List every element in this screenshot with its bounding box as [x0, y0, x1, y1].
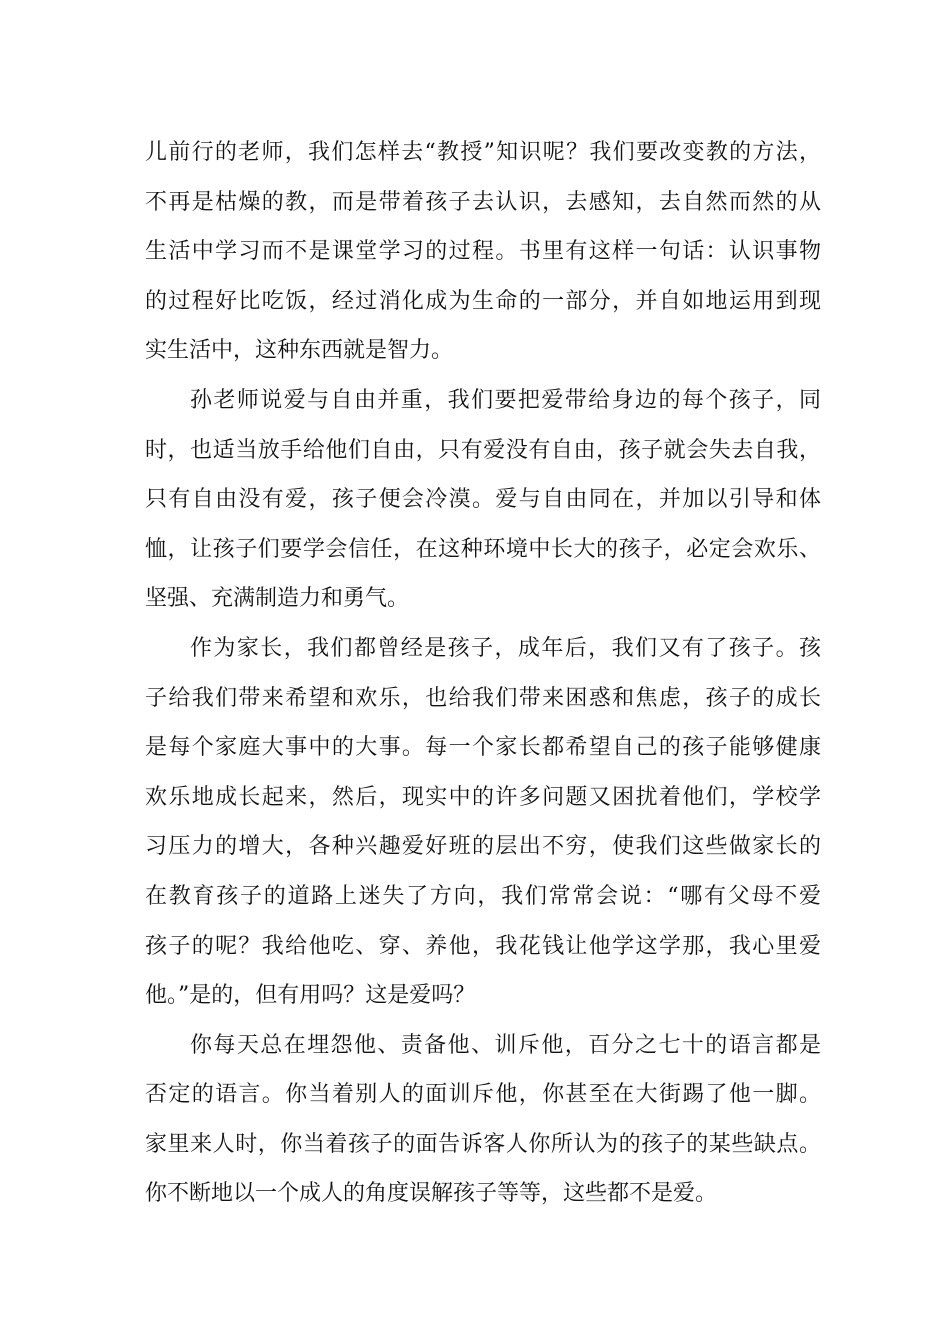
text-line: 不再是枯燥的教，而是带着孩子去认识，去感知，去自然而然的从 — [145, 189, 821, 215]
text-line: 儿前行的老师，我们怎样去“教授”知识呢？我们要改变教的方法， — [145, 140, 821, 165]
text-line: 实生活中，这种东西就是智力。 — [145, 338, 454, 364]
text-line: 是每个家庭大事中的大事。每一个家长都希望自己的孩子能够健康 — [145, 735, 821, 761]
text-line: 你不断地以一个成人的角度误解孩子等等，这些都不是爱。 — [145, 1181, 718, 1207]
paragraph-first-line: 作为家长，我们都曾经是孩子，成年后，我们又有了孩子。孩 — [190, 635, 821, 661]
text-line: 欢乐地成长起来，然后，现实中的许多问题又困扰着他们，学校学 — [145, 784, 821, 810]
text-line: 他。”是的，但有用吗？这是爱吗？ — [145, 983, 476, 1009]
paragraph-first-line: 孙老师说爱与自由并重，我们要把爱带给身边的每个孩子，同 — [190, 387, 821, 413]
text-line: 坚强、充满制造力和勇气。 — [145, 586, 410, 612]
text-line: 只有自由没有爱，孩子便会冷漠。爱与自由同在，并加以引导和体 — [145, 487, 821, 513]
text-line: 恤，让孩子们要学会信任，在这种环境中长大的孩子，必定会欢乐、 — [145, 536, 821, 562]
text-line: 家里来人时，你当着孩子的面告诉客人你所认为的孩子的某些缺点。 — [145, 1131, 821, 1157]
text-line: 否定的语言。你当着别人的面训斥他，你甚至在大街踢了他一脚。 — [145, 1082, 821, 1108]
text-line: 的过程好比吃饭，经过消化成为生命的一部分，并自如地运用到现 — [145, 288, 821, 314]
body-text — [145, 128, 821, 1219]
text-line: 时，也适当放手给他们自由，只有爱没有自由，孩子就会失去自我， — [145, 437, 821, 463]
text-line: 孩子的呢？我给他吃、穿、养他，我花钱让他学这学那，我心里爱 — [145, 933, 821, 959]
text-line: 在教育孩子的道路上迷失了方向，我们常常会说：“哪有父母不爱 — [145, 883, 821, 909]
text-line: 习压力的增大，各种兴趣爱好班的层出不穷，使我们这些做家长的 — [145, 834, 821, 860]
text-line: 子给我们带来希望和欢乐，也给我们带来困惑和焦虑，孩子的成长 — [145, 685, 821, 711]
paragraph-first-line: 你每天总在埋怨他、责备他、训斥他，百分之七十的语言都是 — [190, 1032, 821, 1058]
text-line: 生活中学习而不是课堂学习的过程。书里有这样一句话：认识事物 — [145, 239, 821, 265]
